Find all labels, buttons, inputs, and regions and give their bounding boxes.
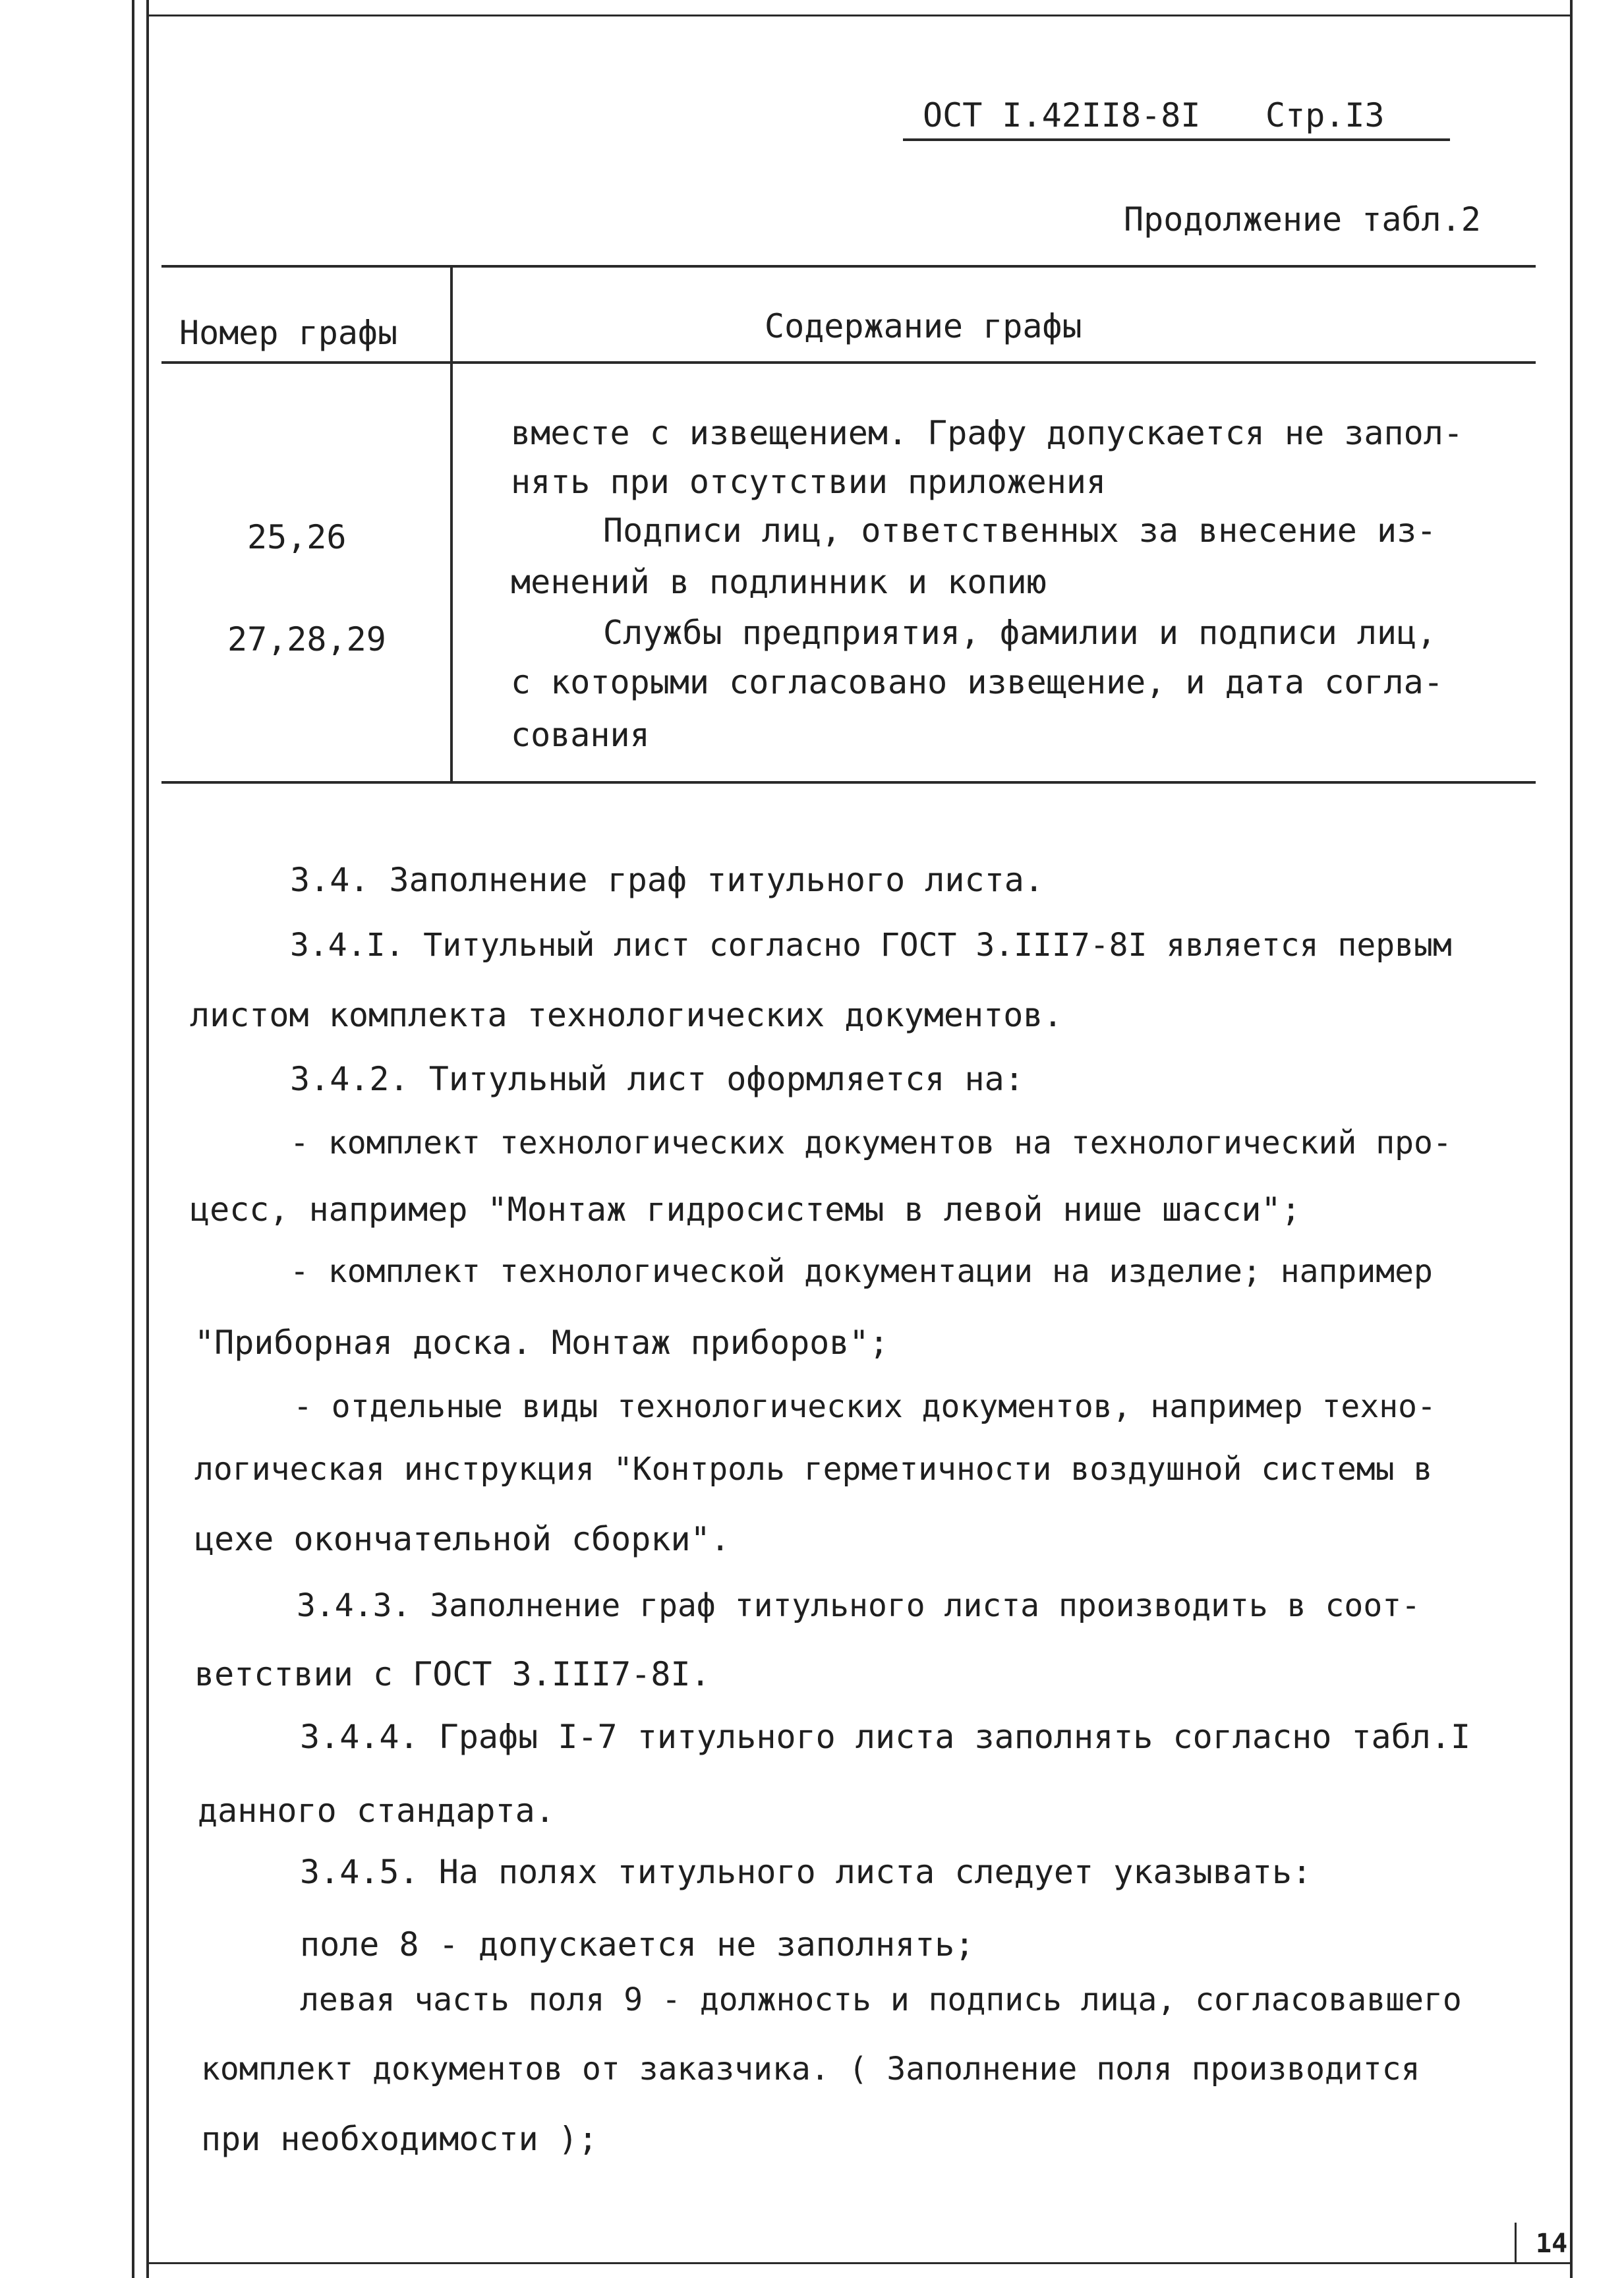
page-label: Стр.I3 — [1265, 96, 1385, 134]
body-line: - комплект технологических документов на технологический про- — [290, 1124, 1452, 1161]
section-heading: 3.4. Заполнение граф титульного листа. — [290, 861, 1044, 899]
body-line: комплект документов от заказчика. ( Заполнение поля производится — [201, 2051, 1420, 2088]
body-line: ветствии с ГОСТ 3.III7-8I. — [194, 1655, 710, 1693]
body-line: цехе окончательной сборки". — [194, 1520, 730, 1558]
graph-number: 25,26 — [247, 518, 347, 556]
bottom-border — [146, 2262, 1571, 2264]
body-line: 3.4.4. Графы I-7 титульного листа заполнять согласно табл.I — [300, 1718, 1471, 1756]
right-border — [1570, 0, 1573, 2278]
body-line: "Приборная доска. Монтаж приборов"; — [194, 1324, 889, 1362]
content-line: с которыми согласовано извещение, и дата согла- — [511, 663, 1443, 701]
body-line: цесс, например "Монтаж гидросистемы в левой нише шасси"; — [190, 1190, 1301, 1229]
table-top-line — [161, 265, 1536, 268]
table-bottom-line — [161, 781, 1536, 784]
col-header-number: Номер графы — [179, 314, 398, 352]
table-header-line — [161, 361, 1536, 364]
body-line: при необходимости ); — [201, 2120, 598, 2158]
content-line: менений в подлинник и копию — [511, 563, 1047, 601]
graph-number: 27,28,29 — [227, 620, 386, 658]
content-line: Подписи лиц, ответственных за внесение из- — [603, 511, 1437, 550]
body-line: листом комплекта технологических документов. — [190, 996, 1063, 1034]
body-line: - комплект технологической документации на изделие; например — [290, 1253, 1433, 1290]
page-number-box-left — [1515, 2223, 1517, 2262]
col-header-content: Содержание графы — [765, 307, 1082, 345]
body-line: - отдельные виды технологических документов, например техно- — [293, 1388, 1436, 1425]
body-line: 3.4.I. Титульный лист согласно ГОСТ 3.III7-8I является первым — [290, 927, 1452, 964]
page-number: 14 — [1536, 2229, 1568, 2259]
content-line: вместе с извещением. Графу допускается не запол- — [511, 414, 1463, 452]
doc-designation: ОСТ I.42II8-8I — [923, 96, 1201, 134]
body-line: 3.4.3. Заполнение граф титульного листа производить в соот- — [297, 1587, 1421, 1624]
content-line: Службы предприятия, фамилии и подписи лиц, — [603, 614, 1437, 652]
content-line: нять при отсутствии приложения — [511, 463, 1107, 501]
body-line: логическая инструкция "Контроль герметичности воздушной системы в — [194, 1451, 1433, 1488]
header-underline — [903, 138, 1450, 141]
body-line: левая часть поля 9 - должность и подпись лица, согласовавшего — [300, 1981, 1462, 2018]
left-border-inner — [146, 0, 149, 2278]
table-continuation-label: Продолжение табл.2 — [1124, 200, 1481, 239]
content-line: сования — [511, 716, 650, 754]
body-line: 3.4.5. На полях титульного листа следует указывать: — [300, 1853, 1312, 1891]
table-column-divider — [450, 265, 453, 784]
body-line: поле 8 - допускается не заполнять; — [300, 1925, 975, 1964]
body-line: данного стандарта. — [198, 1792, 555, 1830]
top-border — [146, 15, 1571, 16]
body-line: 3.4.2. Титульный лист оформляется на: — [290, 1060, 1024, 1098]
left-border-outer — [132, 0, 134, 2278]
